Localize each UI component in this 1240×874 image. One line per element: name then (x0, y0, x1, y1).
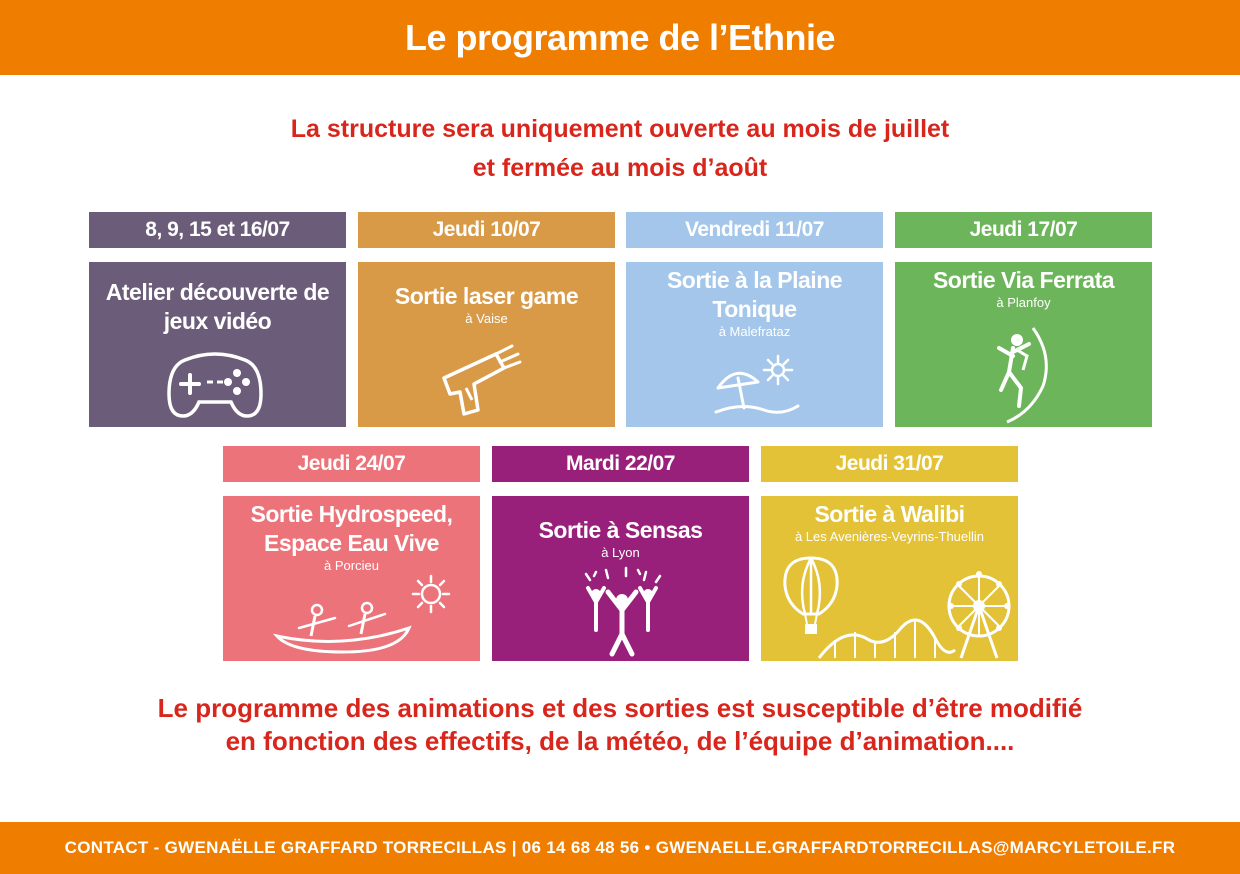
activity-place-2: à Vaise (465, 311, 508, 326)
activity-place-5: à Porcieu (324, 558, 379, 573)
activity-date-2: Jeudi 10/07 (358, 212, 615, 248)
activity-card-6 (492, 496, 749, 661)
disclaimer-line-1: Le programme des animations et des sorties est susceptible d’être modifié (157, 693, 1083, 723)
intro-message (0, 110, 1240, 188)
canoe-icon (273, 598, 413, 656)
activity-title-4: Sortie Via Ferrata (932, 267, 1115, 293)
climber-icon (983, 326, 1059, 424)
page-title: Le programme de l’Ethnie (404, 16, 836, 58)
laser-gun-icon (438, 340, 528, 424)
contact-text: CONTACT - GWENAËLLE GRAFFARD TORRECILLAS | 06 14 68 48 56 • GWENAELLE.GRAFFARDTORRECILLAS@MARCYLETOILE.FR (64, 838, 1176, 857)
cheering-crowd-icon (576, 566, 668, 658)
header-bar (0, 0, 1240, 75)
activity-card-5 (223, 496, 480, 661)
disclaimer-line-2: en fonction des effectifs, de la météo, de l’équipe d’animation.... (225, 726, 1015, 756)
activity-date-7: Jeudi 31/07 (761, 446, 1018, 482)
activity-title-6: Sortie à Sensas (538, 517, 703, 543)
activity-place-4: à Planfoy (996, 295, 1051, 310)
gamepad-icon (165, 342, 265, 422)
activity-title-7: Sortie à Walibi (814, 501, 965, 527)
beach-umbrella-icon (712, 354, 802, 420)
activity-date-4: Jeudi 17/07 (895, 212, 1152, 248)
activity-card-4 (895, 262, 1152, 427)
activity-date-1: 8, 9, 15 et 16/07 (89, 212, 346, 248)
activity-place-7: à Les Avenières-Veyrins-Thuellin (794, 529, 985, 544)
activity-card-7 (761, 496, 1018, 661)
activity-card-2 (358, 262, 615, 427)
activity-title-2: Sortie laser game (394, 283, 579, 309)
activity-place-6: à Lyon (601, 545, 640, 560)
activity-date-5: Jeudi 24/07 (223, 446, 480, 482)
intro-line-1: La structure sera uniquement ouverte au mois de juillet (290, 115, 950, 143)
intro-line-2: et fermée au mois d’août (472, 154, 768, 182)
sun-icon (411, 574, 451, 614)
activity-place-3: à Malefrataz (718, 324, 791, 339)
activity-card-3 (626, 262, 883, 427)
activity-card-1 (89, 262, 346, 427)
activity-title-5: Sortie Hydrospeed, Espace Eau Vive (250, 501, 453, 556)
amusement-park-icon (815, 568, 1015, 662)
contact-bar (0, 822, 1240, 874)
activity-date-6: Mardi 22/07 (492, 446, 749, 482)
activity-date-3: Vendredi 11/07 (626, 212, 883, 248)
disclaimer-note (0, 692, 1240, 758)
activity-title-1: Atelier découverte de jeux vidéo (105, 279, 330, 334)
activity-title-3: Sortie à la Plaine Tonique (666, 267, 843, 322)
